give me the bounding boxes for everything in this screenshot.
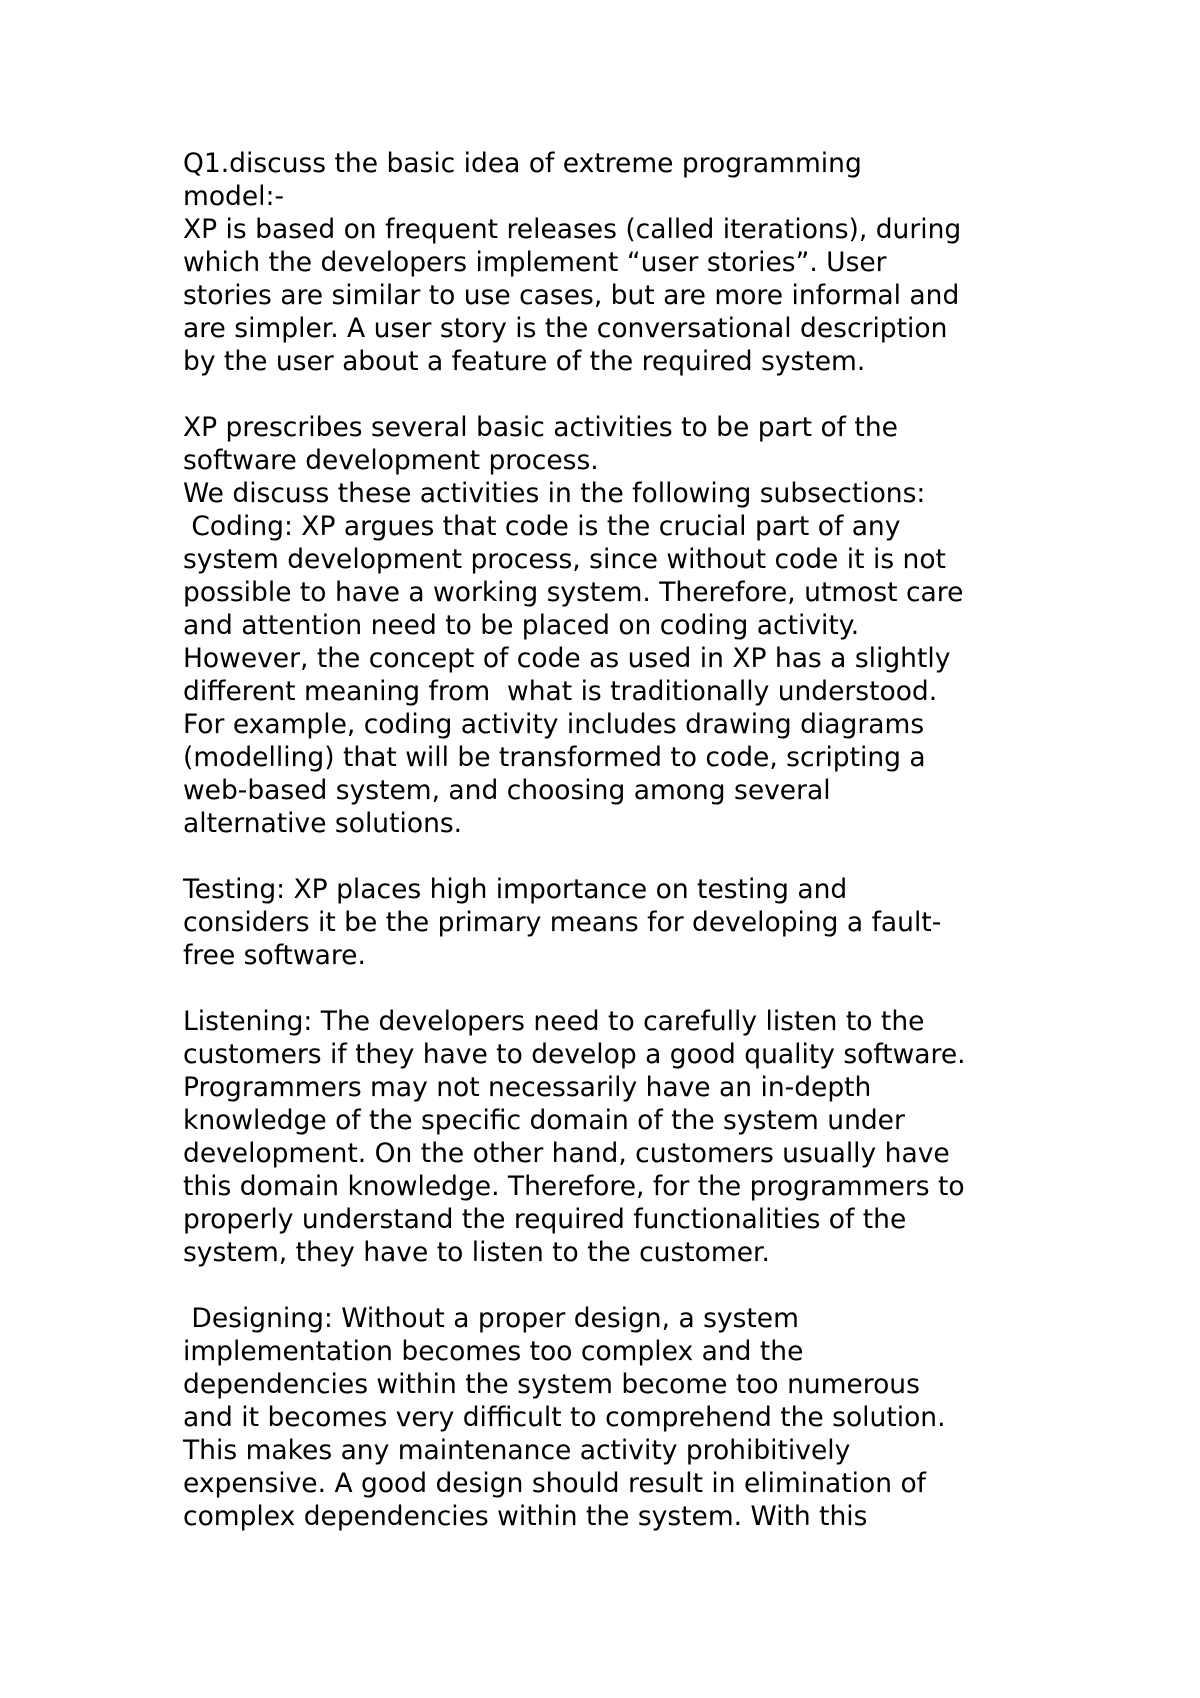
designing-paragraph-line: This makes any maintenance activity prohibitively (183, 1435, 851, 1466)
intro-paragraph-line: by the user about a feature of the required system. (183, 346, 866, 377)
intro-paragraph-line: stories are similar to use cases, but are more informal and (183, 280, 960, 311)
coding-paragraph-line: alternative solutions. (183, 808, 463, 839)
listening-paragraph-line: Listening: The developers need to carefully listen to the (183, 1006, 925, 1037)
coding-paragraph-line: Coding: XP argues that code is the crucial part of any (183, 511, 901, 542)
activities-paragraph-line: XP prescribes several basic activities to be part of the (183, 412, 898, 443)
listening-paragraph-line: Programmers may not necessarily have an in-depth (183, 1072, 872, 1103)
listening-paragraph-line: this domain knowledge. Therefore, for the programmers to (183, 1171, 965, 1202)
coding-paragraph-line: system development process, since without code it is not (183, 544, 946, 575)
designing-paragraph-line: Designing: Without a proper design, a system (183, 1303, 799, 1334)
testing-paragraph-line: free software. (183, 940, 366, 971)
paragraph-spacer (183, 840, 1083, 873)
coding-paragraph-line: web-based system, and choosing among several (183, 775, 831, 806)
designing-paragraph-line: complex dependencies within the system. With this (183, 1501, 868, 1532)
activities-paragraph-line: software development process. (183, 445, 599, 476)
question-title-line-1: Q1.discuss the basic idea of extreme programming (183, 148, 862, 179)
designing-paragraph-line: implementation becomes too complex and the (183, 1336, 804, 1367)
listening-paragraph-line: development. On the other hand, customers usually have (183, 1138, 950, 1169)
listening-paragraph-line: knowledge of the specific domain of the system under (183, 1105, 905, 1136)
testing-paragraph-line: Testing: XP places high importance on testing and (183, 874, 848, 905)
designing-paragraph-line: and it becomes very difficult to comprehend the solution. (183, 1402, 946, 1433)
question-title-line-2: model:- (183, 181, 285, 212)
coding-paragraph-line: However, the concept of code as used in XP has a slightly (183, 643, 951, 674)
paragraph-spacer (183, 972, 1083, 1005)
coding-paragraph-line: and attention need to be placed on coding activity. (183, 610, 860, 641)
listening-paragraph-line: customers if they have to develop a good quality software. (183, 1039, 966, 1070)
intro-paragraph-line: which the developers implement “user stories”. User (183, 247, 887, 278)
coding-paragraph-line: different meaning from what is traditionally understood. (183, 676, 938, 707)
paragraph-spacer (183, 1269, 1083, 1302)
paragraph-spacer (183, 378, 1083, 411)
document-body (183, 147, 1083, 1533)
coding-paragraph-line: For example, coding activity includes drawing diagrams (183, 709, 925, 740)
coding-paragraph-line: possible to have a working system. Therefore, utmost care (183, 577, 964, 608)
intro-paragraph-line: are simpler. A user story is the conversational description (183, 313, 948, 344)
intro-paragraph-line: XP is based on frequent releases (called iterations), during (183, 214, 962, 245)
testing-paragraph-line: considers it be the primary means for developing a fault- (183, 907, 942, 938)
listening-paragraph-line: properly understand the required functionalities of the (183, 1204, 907, 1235)
coding-paragraph-line: (modelling) that will be transformed to code, scripting a (183, 742, 926, 773)
designing-paragraph-line: dependencies within the system become too numerous (183, 1369, 920, 1400)
activities-paragraph-line: We discuss these activities in the following subsections: (183, 478, 926, 509)
listening-paragraph-line: system, they have to listen to the customer. (183, 1237, 770, 1268)
designing-paragraph-line: expensive. A good design should result in elimination of (183, 1468, 926, 1499)
